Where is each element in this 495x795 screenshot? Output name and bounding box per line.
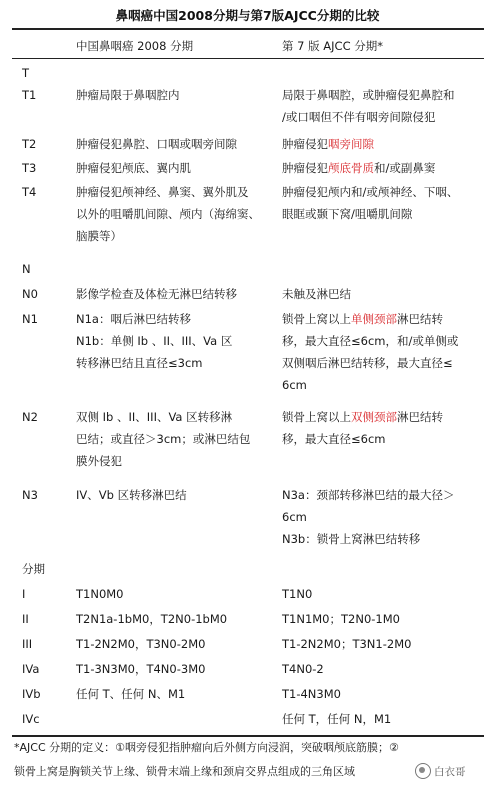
watermark: 白衣哥 — [415, 763, 466, 779]
highlight-text: 双侧颈部 — [351, 410, 397, 424]
header-rule — [12, 58, 484, 59]
header-china: 中国鼻咽癌 2008 分期 — [76, 39, 194, 53]
highlight-text: 颅底骨质 — [328, 161, 374, 175]
footnote: *AJCC 分期的定义：①咽旁侵犯指肿瘤向后外侧方向浸润，突破咽颅底筋膜；② 锁骨上窝是胸锁关节上缘、锁骨末端上缘和颈肩交界点组成的三角区域 — [14, 741, 399, 778]
highlight-text: 咽旁间隙 — [328, 137, 374, 151]
top-rule — [12, 28, 484, 30]
header-ajcc: 第 7 版 AJCC 分期* — [282, 39, 384, 53]
document-page: 鼻咽癌中国2008分期与第7版AJCC分期的比较 中国鼻咽癌 2008 分期 第 7 版 AJCC 分期* T T1 肿瘤局限于鼻咽腔内 局限于鼻咽腔，或肿瘤侵犯鼻腔和 /或口咽但不伴有咽旁间隙侵犯 T2 肿瘤侵犯鼻腔、口咽或咽旁间隙 肿瘤侵犯咽旁间隙 T3 肿瘤侵犯颅底、翼内肌 肿瘤侵犯颅底骨质和/或副鼻窦 T4 肿瘤侵犯颅神经、鼻窦、翼外肌及 以外的咀嚼肌间隙、颅内（海绵窦、 脑膜等） 肿瘤侵犯颅内和/或颅神经、下咽、 眼眶或颞下窝/咀嚼肌间隙 N N0 影像学检查及体检无淋巴结转移 未触及淋巴结 N1 N1a：咽后淋巴结转移 N1b：单侧 Ib 、II、III、Va 区 转移淋巴结且直径≤3cm 锁骨上窝以上单侧颈部淋巴结转 移，最大直径≤6cm，和/或单侧或 双侧咽后淋巴结转移，最大直径≤ 6cm N2 双侧 Ib 、II、III、Va 区转移淋 巴结；或直径＞3cm；或淋巴结包 膜外侵犯 锁骨上窝以上双侧颈部淋巴结转 移，最大直径≤6cm N3 IV、Vb 区转移淋巴结 N3a：颈部转移淋巴结的最大径＞ 6cm N3b：锁骨上窝淋巴结转移 分期 I T1N0M0 T1N0 II T2N1a-1bM0，T2N0-1bM0 T1N1M0；T2N0-1M0 III T1-2N2M0，T3N0-2M0 T1-2N2M0；T3N1-2M0 IVa T1-3N3M0，T4N0-3M0 T4N0-2 IVb 任何 T、任何 N、M1 T1-4N3M0 IVc 任何 T，任何 N，M1 *AJCC 分期的定义：①咽旁侵犯指肿瘤向后外侧方向浸润，突破咽颅底筋膜；② 锁骨上窝是胸锁关节上缘、锁骨末端上缘和颈肩交界点组成的三角区域 白衣哥 — [0, 0, 495, 795]
wechat-icon — [415, 763, 431, 779]
highlight-text: 单侧颈部 — [351, 312, 397, 326]
table-title: 鼻咽癌中国2008分期与第7版AJCC分期的比较 — [115, 8, 380, 23]
